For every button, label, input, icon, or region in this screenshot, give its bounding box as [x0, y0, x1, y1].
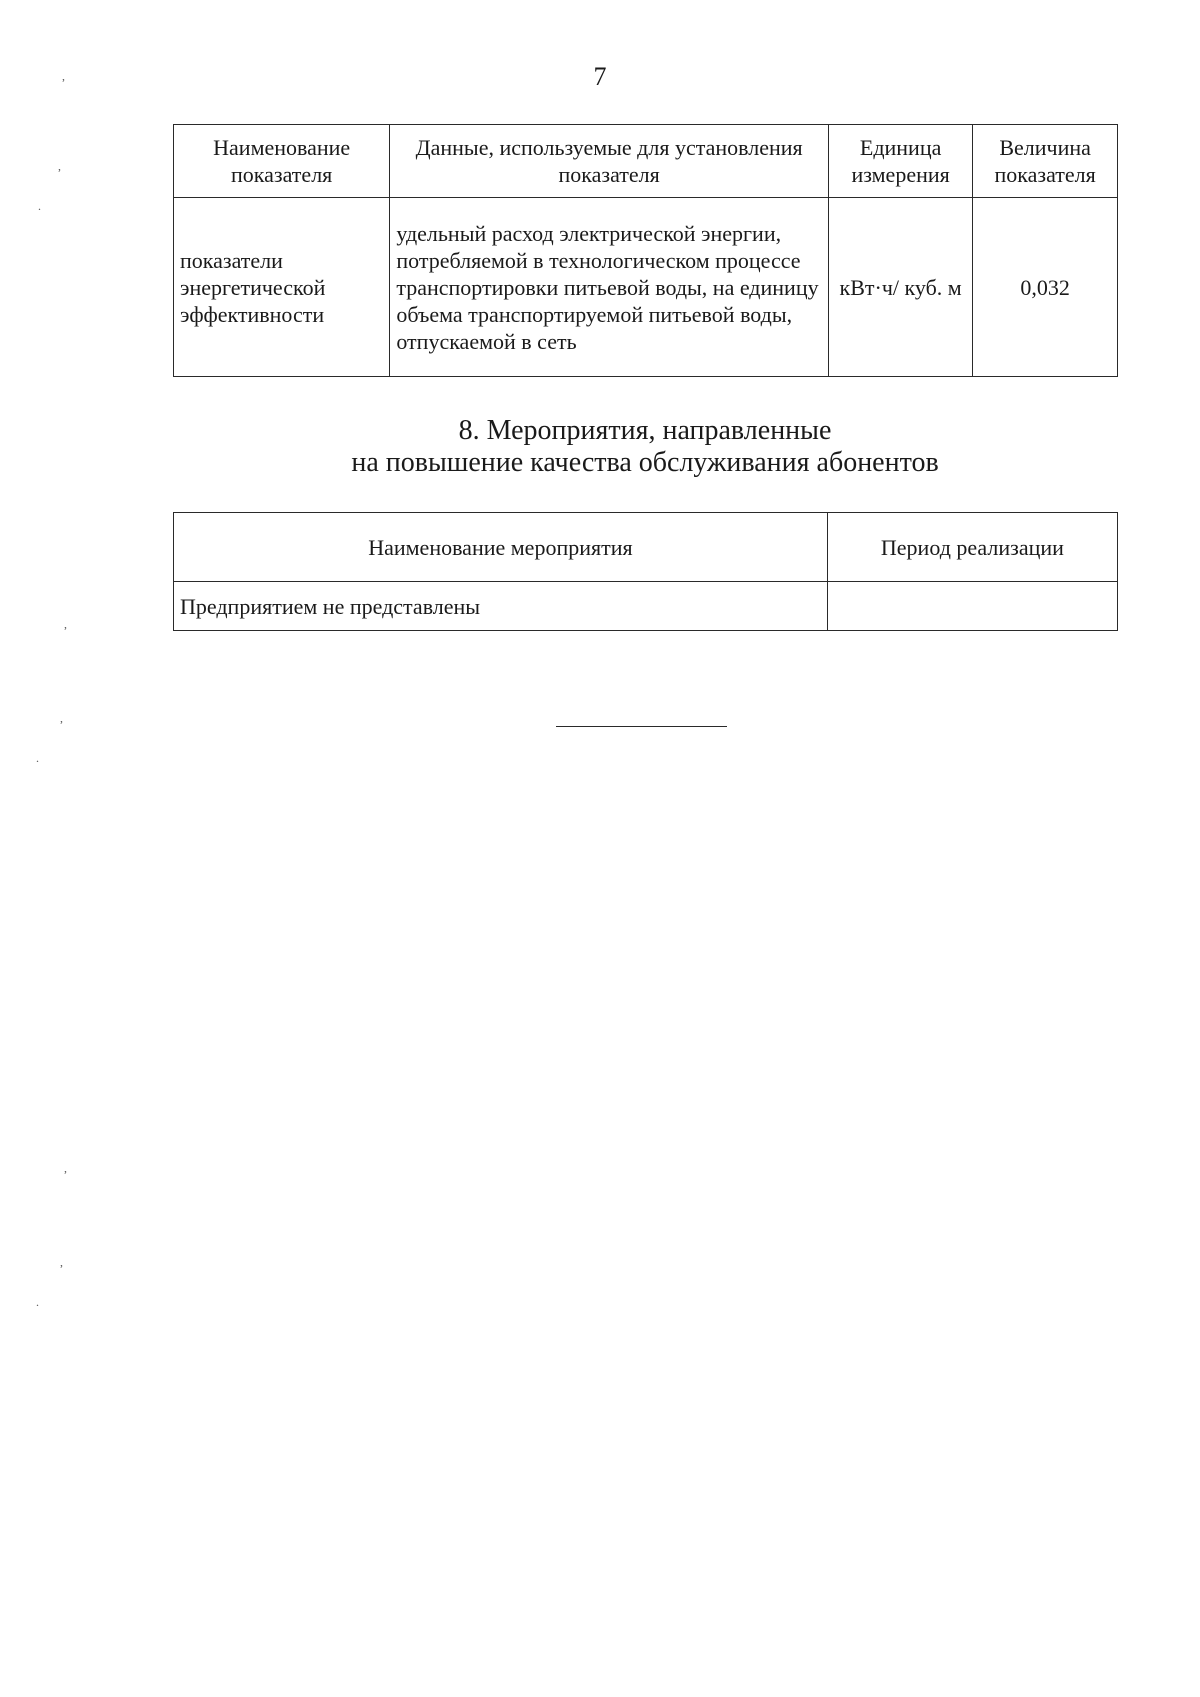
section-heading-line-2: на повышение качества обслуживания абонентов [351, 447, 939, 478]
scan-speck: , [58, 159, 61, 173]
section-heading-line-1: 8. Мероприятия, направленные [458, 415, 832, 446]
section-heading [0, 415, 1200, 479]
end-of-document-rule [556, 726, 727, 727]
indicator-data-cell: удельный расход электрической энергии, потребляемой в технологическом процессе транспортировки питьевой воды, на единицу объема транспортируемой питьевой воды, отпускаемой в сеть [390, 198, 829, 377]
header-indicator-value: Величина показателя [973, 125, 1118, 198]
measures-table-header-row [174, 513, 1118, 582]
table-row [174, 582, 1118, 631]
indicator-table-header-row [174, 125, 1118, 198]
scan-speck: , [64, 1161, 67, 1175]
indicator-unit-cell: кВт·ч/ куб. м [828, 198, 972, 377]
indicator-name-cell: показатели энергетической эффективности [174, 198, 390, 377]
measure-period-cell [827, 582, 1117, 631]
indicator-value-cell: 0,032 [973, 198, 1118, 377]
header-measure-name: Наименование мероприятия [174, 513, 828, 582]
scan-speck: . [36, 751, 39, 765]
page-number: 7 [593, 62, 607, 91]
header-indicator-unit: Единица измерения [828, 125, 972, 198]
scan-speck: . [36, 1295, 39, 1309]
measures-table [173, 512, 1118, 631]
scan-speck: , [60, 1255, 63, 1269]
scan-speck: , [64, 617, 67, 631]
scan-speck: , [60, 711, 63, 725]
indicator-table [173, 124, 1118, 377]
header-measure-period: Период реализации [827, 513, 1117, 582]
header-indicator-data: Данные, используемые для установления показателя [390, 125, 829, 198]
header-indicator-name: Наименование показателя [174, 125, 390, 198]
scan-speck: , [62, 69, 65, 83]
measure-name-cell: Предприятием не представлены [174, 582, 828, 631]
scan-speck: . [38, 199, 41, 213]
table-row [174, 198, 1118, 377]
